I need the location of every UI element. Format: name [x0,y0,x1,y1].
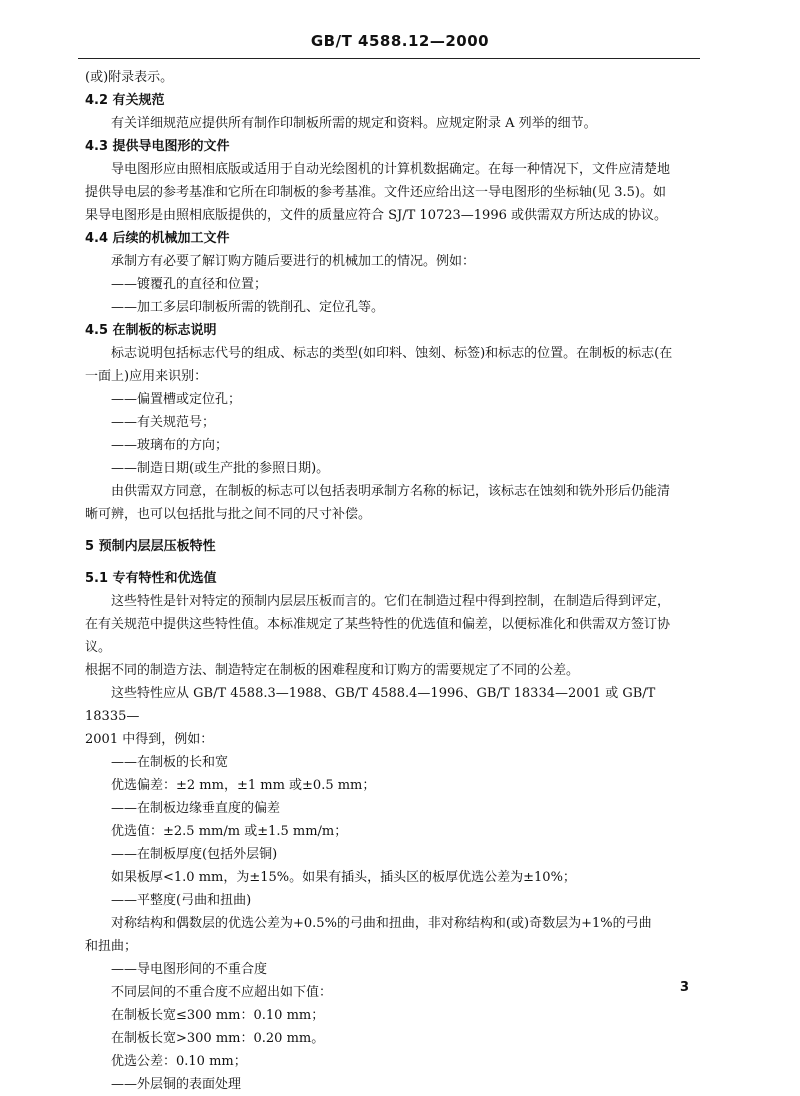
text-line: 优选偏差：±2 mm，±1 mm 或±0.5 mm； [111,778,376,793]
spacer [85,526,695,535]
text-line: 晰可辨，也可以包括批与批之间不同的尺寸补偿。 [85,507,372,522]
text-line: 根据不同的制造方法、制造特定在制板的困难程度和订购方的需要规定了不同的公差。 [85,663,580,678]
list-item: ——平整度(弓曲和扭曲) [111,893,252,908]
section-heading-4-3: 4.3 提供导电图形的文件 [85,139,230,154]
section-heading-4-2: 4.2 有关规范 [85,93,165,108]
text-line: 如果板厚<1.0 mm，为±15%。如果有插头，插头区的板厚优选公差为±10%； [111,870,576,885]
list-item: ——偏置槽或定位孔； [111,392,242,407]
list-item: ——加工多层印制板所需的铣削孔、定位孔等。 [111,300,385,315]
text-line: 有关详细规范应提供所有制作印制板所需的规定和资料。应规定附录 A 列举的细节。 [111,116,597,131]
chapter-heading-5: 5 预制内层层压板特性 [85,539,216,554]
list-item: ——在制板边缘垂直度的偏差 [111,801,281,816]
text-line: 不同层间的不重合度不应超出如下值： [111,985,333,1000]
text-line: 优选值：±2.5 mm/m 或±1.5 mm/m； [111,824,348,839]
text-line: 这些特性是针对特定的预制内层层压板而言的。它们在制造过程中得到控制，在制造后得到评定， [111,594,671,609]
text-line: 提供导电层的参考基准和它所在印制板的参考基准。文件还应给出这一导电图形的坐标轴(见 3.5)。如 [85,185,666,200]
text-line: 一面上)应用来识别： [85,369,208,384]
text-line: (或)附录表示。 [85,70,174,85]
text-line: 优选公差：0.10 mm； [111,1054,247,1069]
section-heading-4-4: 4.4 后续的机械加工文件 [85,231,230,246]
spacer [85,558,695,567]
list-item: ——在制板厚度(包括外层铜) [111,847,278,862]
section-heading-5-1: 5.1 专有特性和优选值 [85,571,217,586]
document-body [85,66,695,1096]
text-line: 和扭曲； [85,939,138,954]
list-item: ——镀覆孔的直径和位置； [111,277,268,292]
list-item: ——有关规范号； [111,415,216,430]
text-line: 由供需双方同意，在制板的标志可以包括表明承制方名称的标记，该标志在蚀刻和铣外形后仍能清 [111,484,671,499]
list-item: ——外层铜的表面处理 [111,1077,242,1092]
standard-number-header: GB/T 4588.12—2000 [310,32,490,50]
text-line: 导电图形应由照相底版或适用于自动光绘图机的计算机数据确定。在每一种情况下，文件应清楚地 [111,162,671,177]
header-rule [78,58,700,59]
list-item: ——导电图形间的不重合度 [111,962,268,977]
page-number: 3 [680,980,690,995]
text-line: 在制板长宽>300 mm：0.20 mm。 [111,1031,325,1046]
text-line: 标志说明包括标志代号的组成、标志的类型(如印料、蚀刻、标签)和标志的位置。在制板的标志(在 [111,346,673,361]
text-line: 在制板长宽≤300 mm：0.10 mm； [111,1008,325,1023]
list-item: ——玻璃布的方向； [111,438,229,453]
text-line: 果导电图形是由照相底版提供的，文件的质量应符合 SJ/T 10723—1996 或供需双方所达成的协议。 [85,208,668,223]
section-heading-4-5: 4.5 在制板的标志说明 [85,323,217,338]
text-line: 承制方有必要了解订购方随后要进行的机械加工的情况。例如： [111,254,476,269]
list-item: ——在制板的长和宽 [111,755,229,770]
text-line: 在有关规范中提供这些特性值。本标准规定了某些特性的优选值和偏差，以便标准化和供需双方签订协议。 [85,617,671,655]
list-item: ——制造日期(或生产批的参照日期)。 [111,461,330,476]
text-line: 对称结构和偶数层的优选公差为+0.5%的弓曲和扭曲，非对称结构和(或)奇数层为+1%的弓曲 [111,916,652,931]
text-line: 这些特性应从 GB/T 4588.3—1988、GB/T 4588.4—1996、GB/T 18334—2001 或 GB/T 18335— [85,686,656,724]
text-line: 2001 中得到，例如： [85,732,214,747]
